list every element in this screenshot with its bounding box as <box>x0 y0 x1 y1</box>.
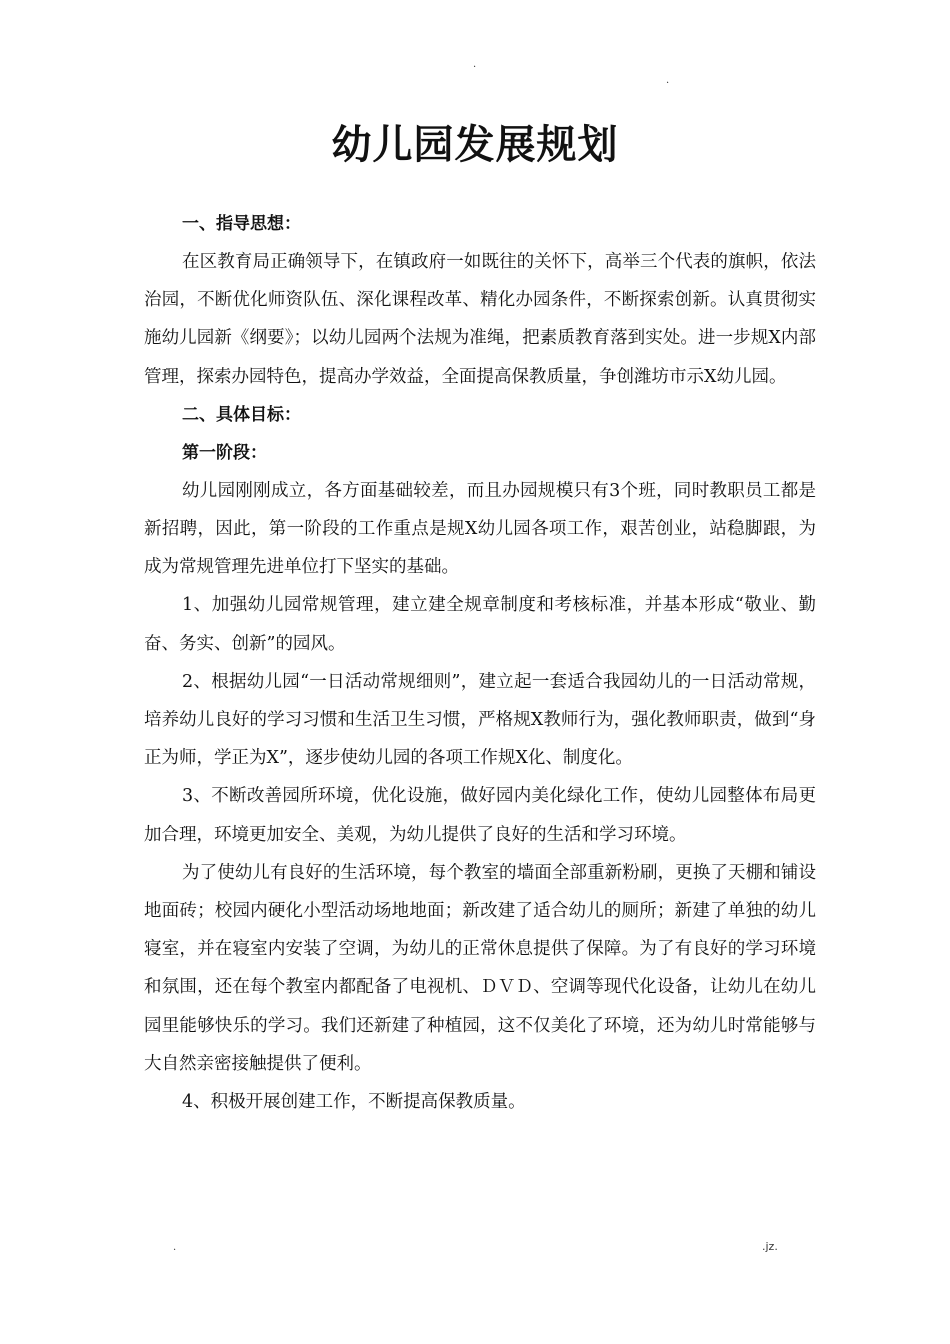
paragraph-item-2: 2、根据幼儿园“一日活动常规细则”，建立起一套适合我园幼儿的一日活动常规，培养幼儿良好的学习习惯和生活卫生习惯，严格规X教师行为，强化教师职责，做到“身正为师，学正为X”，逐步使幼儿园的各项工作规X化、制度化。 <box>144 671 816 769</box>
footer-mark: .jz. <box>762 1240 778 1253</box>
paragraph-guiding-ideology: 在区教育局正确领导下，在镇政府一如既往的关怀下，高举三个代表的旗帜，依法治园，不断优化师资队伍、深化课程改革、精化办园条件，不断探索创新。认真贯彻实施幼儿园新《纲要》；以幼儿园两个法规为准绳，把素质教育落到实处。进一步规X内部管理，探索办园特色，提高办学效益，全面提高保教质量，争创潍坊市示X幼儿园。 <box>144 252 816 387</box>
page-title: 幼儿园发展规划 <box>331 121 619 168</box>
paragraph-stage-one-intro: 幼儿园刚刚成立，各方面基础较差，而且办园规模只有3个班，同时教职员工都是新招聘，因此，第一阶段的工作重点是规X幼儿园各项工作，艰苦创业，站稳脚跟，为成为常规管理先进单位打下坚实的基础。 <box>144 480 816 578</box>
footer-dot: . <box>173 1242 177 1253</box>
paragraph-item-1: 1、加强幼儿园常规管理，建立建全规章制度和考核标准，并基本形成“敬业、勤奋、务实、创新”的园风。 <box>144 595 816 654</box>
paragraph-item-4: 4、积极开展创建工作，不断提高保教质量。 <box>182 1092 526 1113</box>
header-dot: . <box>666 75 670 86</box>
paragraph-item-3: 3、不断改善园所环境，优化设施，做好园内美化绿化工作，使幼儿园整体布局更加合理，环境更加安全、美观，为幼儿提供了良好的生活和学习环境。 <box>144 786 816 845</box>
document-body <box>144 205 816 1121</box>
section-heading-guiding-ideology: 一、指导思想： <box>182 214 301 234</box>
section-heading-specific-goals: 二、具体目标： <box>182 404 301 425</box>
subheading-stage-one: 第一阶段： <box>182 442 267 463</box>
header-dot: . <box>473 59 477 70</box>
paragraph-environment: 为了使幼儿有良好的生活环境，每个教室的墙面全部重新粉刷，更换了天棚和铺设地面砖；校园内硬化小型活动场地地面；新改建了适合幼儿的厕所；新建了单独的幼儿寝室，并在寝室内安装了空调，为幼儿的正常休息提供了保障。为了有良好的学习环境和氛围，还在每个教室内都配备了电视机、ＤＶＤ、空调等现代化设备，让幼儿在幼儿园里能够快乐的学习。我们还新建了种植园，这不仅美化了环境，还为幼儿时常能够与大自然亲密接触提供了便利。 <box>144 862 816 1074</box>
